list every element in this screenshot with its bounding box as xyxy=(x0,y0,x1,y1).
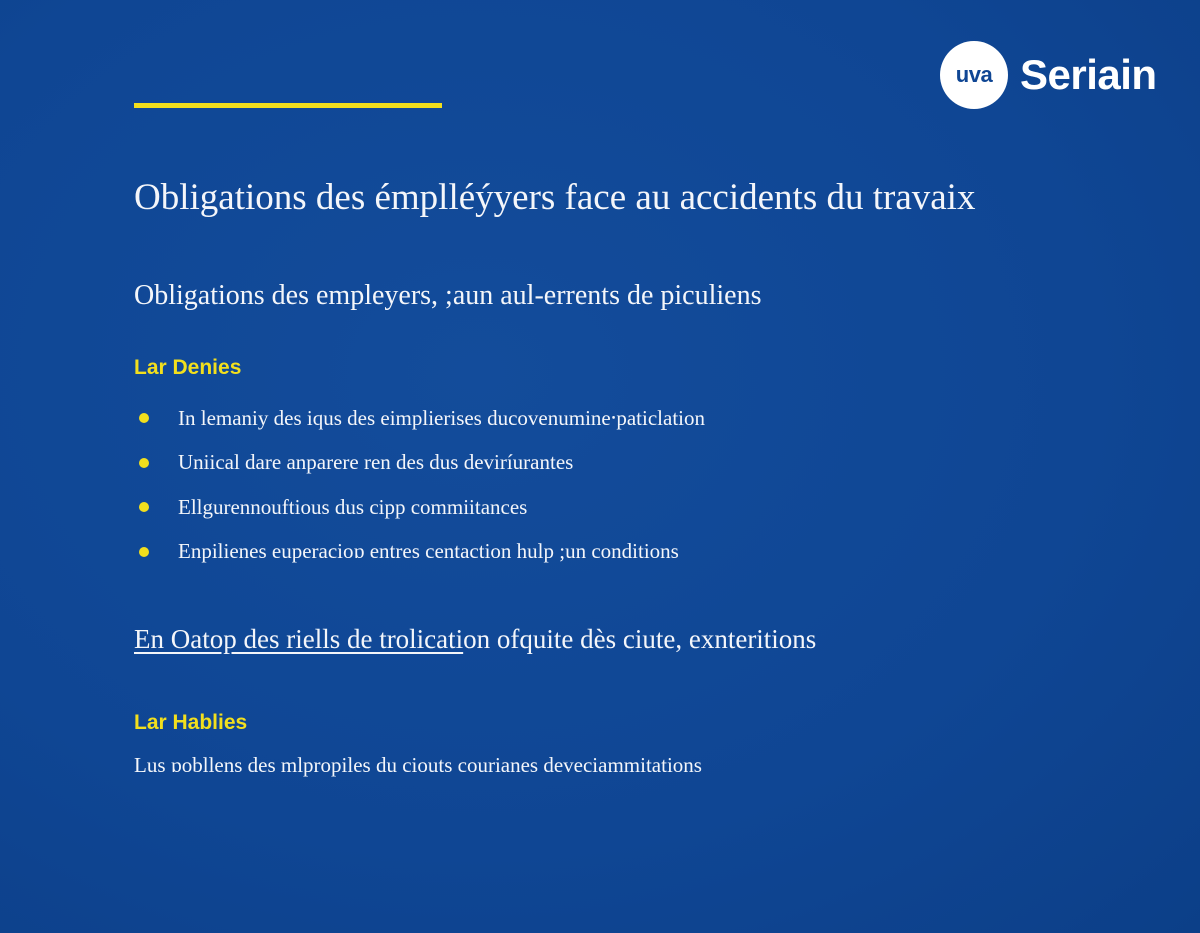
bullet-item xyxy=(134,485,705,530)
link-paragraph xyxy=(134,624,816,655)
link-paragraph-rest: on ofquite dès ciute, exnteritions xyxy=(463,624,817,654)
slide-title: Obligations des émplléýyers face au accidents du travaix xyxy=(134,177,976,218)
bullet-text: Uniical dare anparere ren des dus deviríurantes xyxy=(178,450,574,475)
slide-subtitle: Obligations des empleyers, ;aun aul-errents de piculiens xyxy=(134,280,762,311)
bullet-item xyxy=(134,396,705,441)
logo-name: Seriain xyxy=(1020,51,1157,98)
bullet-text: In lemaniy des iqus des eimplierises ducovenumine⸱paticlation xyxy=(178,406,705,431)
bullet-text: Enpilienes euperacioɒ entres centaction hulp ;un conditions xyxy=(178,539,679,564)
bullet-dot-icon xyxy=(139,547,149,557)
brand-logo xyxy=(940,42,1157,108)
bullet-item xyxy=(134,441,705,486)
bullet-dot-icon xyxy=(139,413,149,423)
bullet-dot-icon xyxy=(139,458,149,468)
accent-bar xyxy=(134,103,442,108)
bullet-item xyxy=(134,530,705,575)
bullet-list xyxy=(134,396,705,574)
logo-badge: uva xyxy=(940,41,1008,109)
bullet-text: Ellgurennouftious dus cipp commiitances xyxy=(178,494,528,519)
bullet-dot-icon xyxy=(139,502,149,512)
section-label-denies: Lar Denies xyxy=(134,356,242,379)
section-label-hablies: Lar Hablies xyxy=(134,711,248,734)
body-paragraph: Lus ɒobllens des mlpropiles du ciouts courianes deveciammitations xyxy=(134,753,702,777)
text-link[interactable]: En Oatop des riells de trolicati xyxy=(134,624,464,654)
